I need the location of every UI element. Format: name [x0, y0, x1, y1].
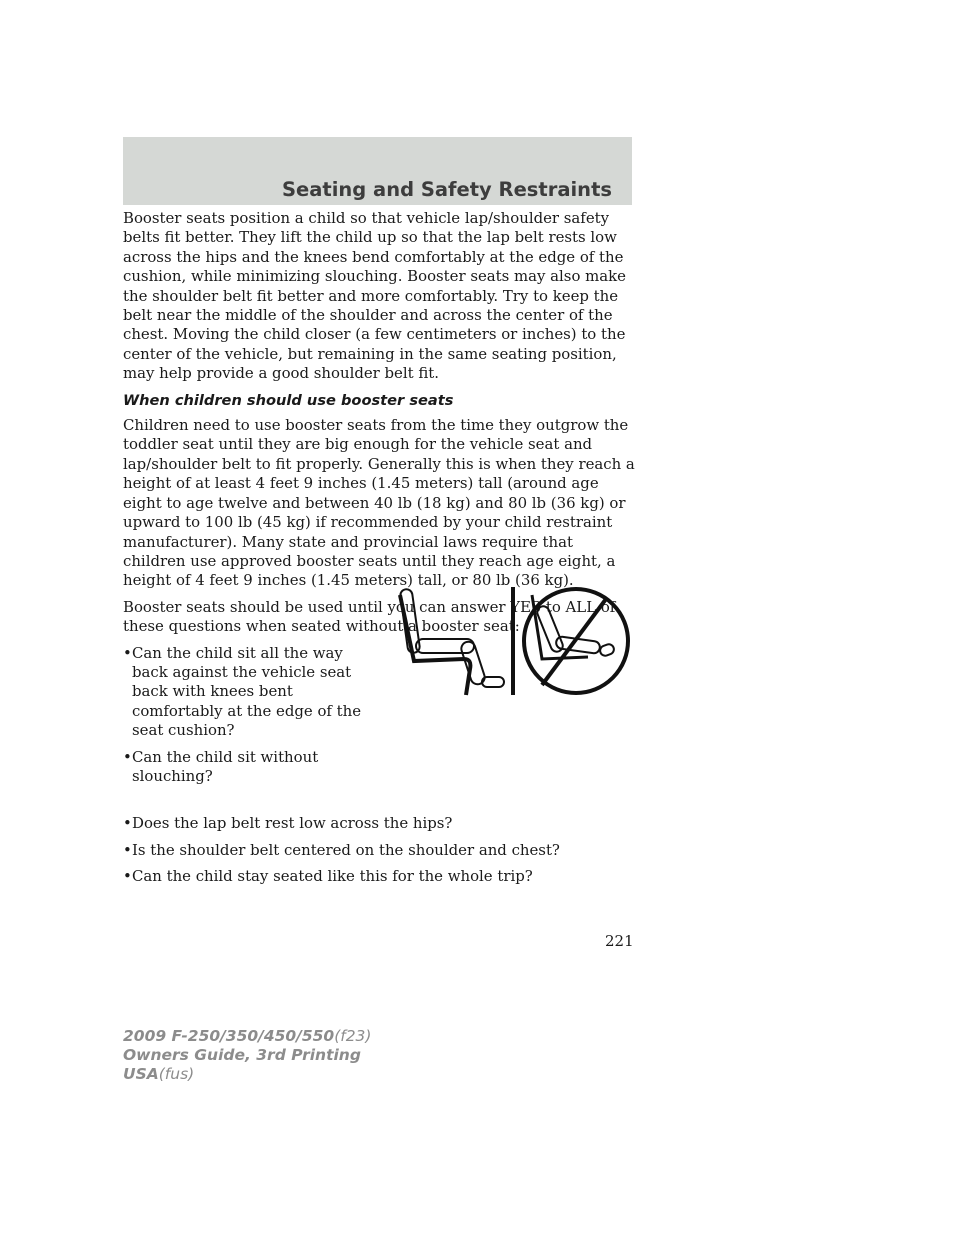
incorrect-seating-icon — [524, 589, 628, 693]
paragraph-intro: Booster seats position a child so that vehicle lap/shoulder safety belts fit better. They lift the child up so that the lap belt rests low across the hips and the knees bend comfortably at the edge of the cushion, while minimizing slouching. Booster seats may also make the shoulder belt fit better and more comfortably. Try to keep the belt near the middle of the shoulder and across the center of the chest. Moving the child closer (a few centimeters or inches) to the center of the vehicle, but remaining in the same seating position, may help provide a good shoulder belt fit. — [123, 209, 626, 383]
list-item-text: Can the child sit without slouching? — [132, 747, 319, 785]
footer-market-code: (fus) — [158, 1065, 195, 1083]
body-text — [123, 209, 635, 894]
correct-seating-icon — [400, 588, 504, 695]
list-item-text: Is the shoulder belt centered on the shoulder and chest? — [132, 840, 560, 859]
bullet-symbol: • — [123, 643, 132, 662]
list-item — [123, 841, 635, 860]
list-item — [123, 748, 635, 787]
bullet-symbol: • — [123, 867, 132, 886]
footer-code: (f23) — [334, 1027, 372, 1045]
paragraph-when: Children need to use booster seats from the time they outgrow the toddler seat until they are big enough for the vehicle seat and lap/shoulder belt to fit properly. Generally this is when they reach a height of at least 4 feet 9 inches (1.45 meters) tall (around age eight to age twelve and between 40 lb (18 kg) and 80 lb (36 kg) or upward to 100 lb (45 kg) if recommended by your child restraint manufacturer). Many state and provincial laws require that children use approved booster seats until they reach age eight, a height of 4 feet 9 inches (1.45 meters) tall, or 80 lb (36 kg). — [123, 416, 635, 590]
section-header — [123, 137, 632, 205]
list-item-text: Does the lap belt rest low across the hips? — [132, 814, 453, 833]
list-item — [123, 814, 635, 833]
paragraph-until: Booster seats should be used until you can answer YES to ALL of these questions when seated without a booster seat: — [123, 597, 616, 636]
footer-model: 2009 F-250/350/450/550 — [123, 1027, 335, 1045]
page-number: 221 — [605, 932, 634, 950]
bullet-symbol: • — [123, 747, 132, 766]
bullet-symbol: • — [123, 814, 132, 833]
footer-line-3 — [123, 1065, 371, 1084]
bullet-symbol: • — [123, 840, 132, 859]
footer-market: USA — [123, 1065, 159, 1083]
footer-line-1 — [123, 1027, 371, 1046]
footer-line-2: Owners Guide, 3rd Printing — [123, 1046, 361, 1064]
booster-seat-illustration — [392, 583, 632, 699]
list-item-text: Can the child stay seated like this for the whole trip? — [132, 867, 533, 886]
subheading: When children should use booster seats — [123, 391, 454, 409]
section-title: Seating and Safety Restraints — [281, 178, 612, 201]
list-item — [123, 867, 635, 886]
footer — [123, 1027, 371, 1084]
list-item-text: Can the child sit all the way back against the vehicle seat back with knees bent comfortably at the edge of the seat cushion? — [132, 643, 362, 740]
